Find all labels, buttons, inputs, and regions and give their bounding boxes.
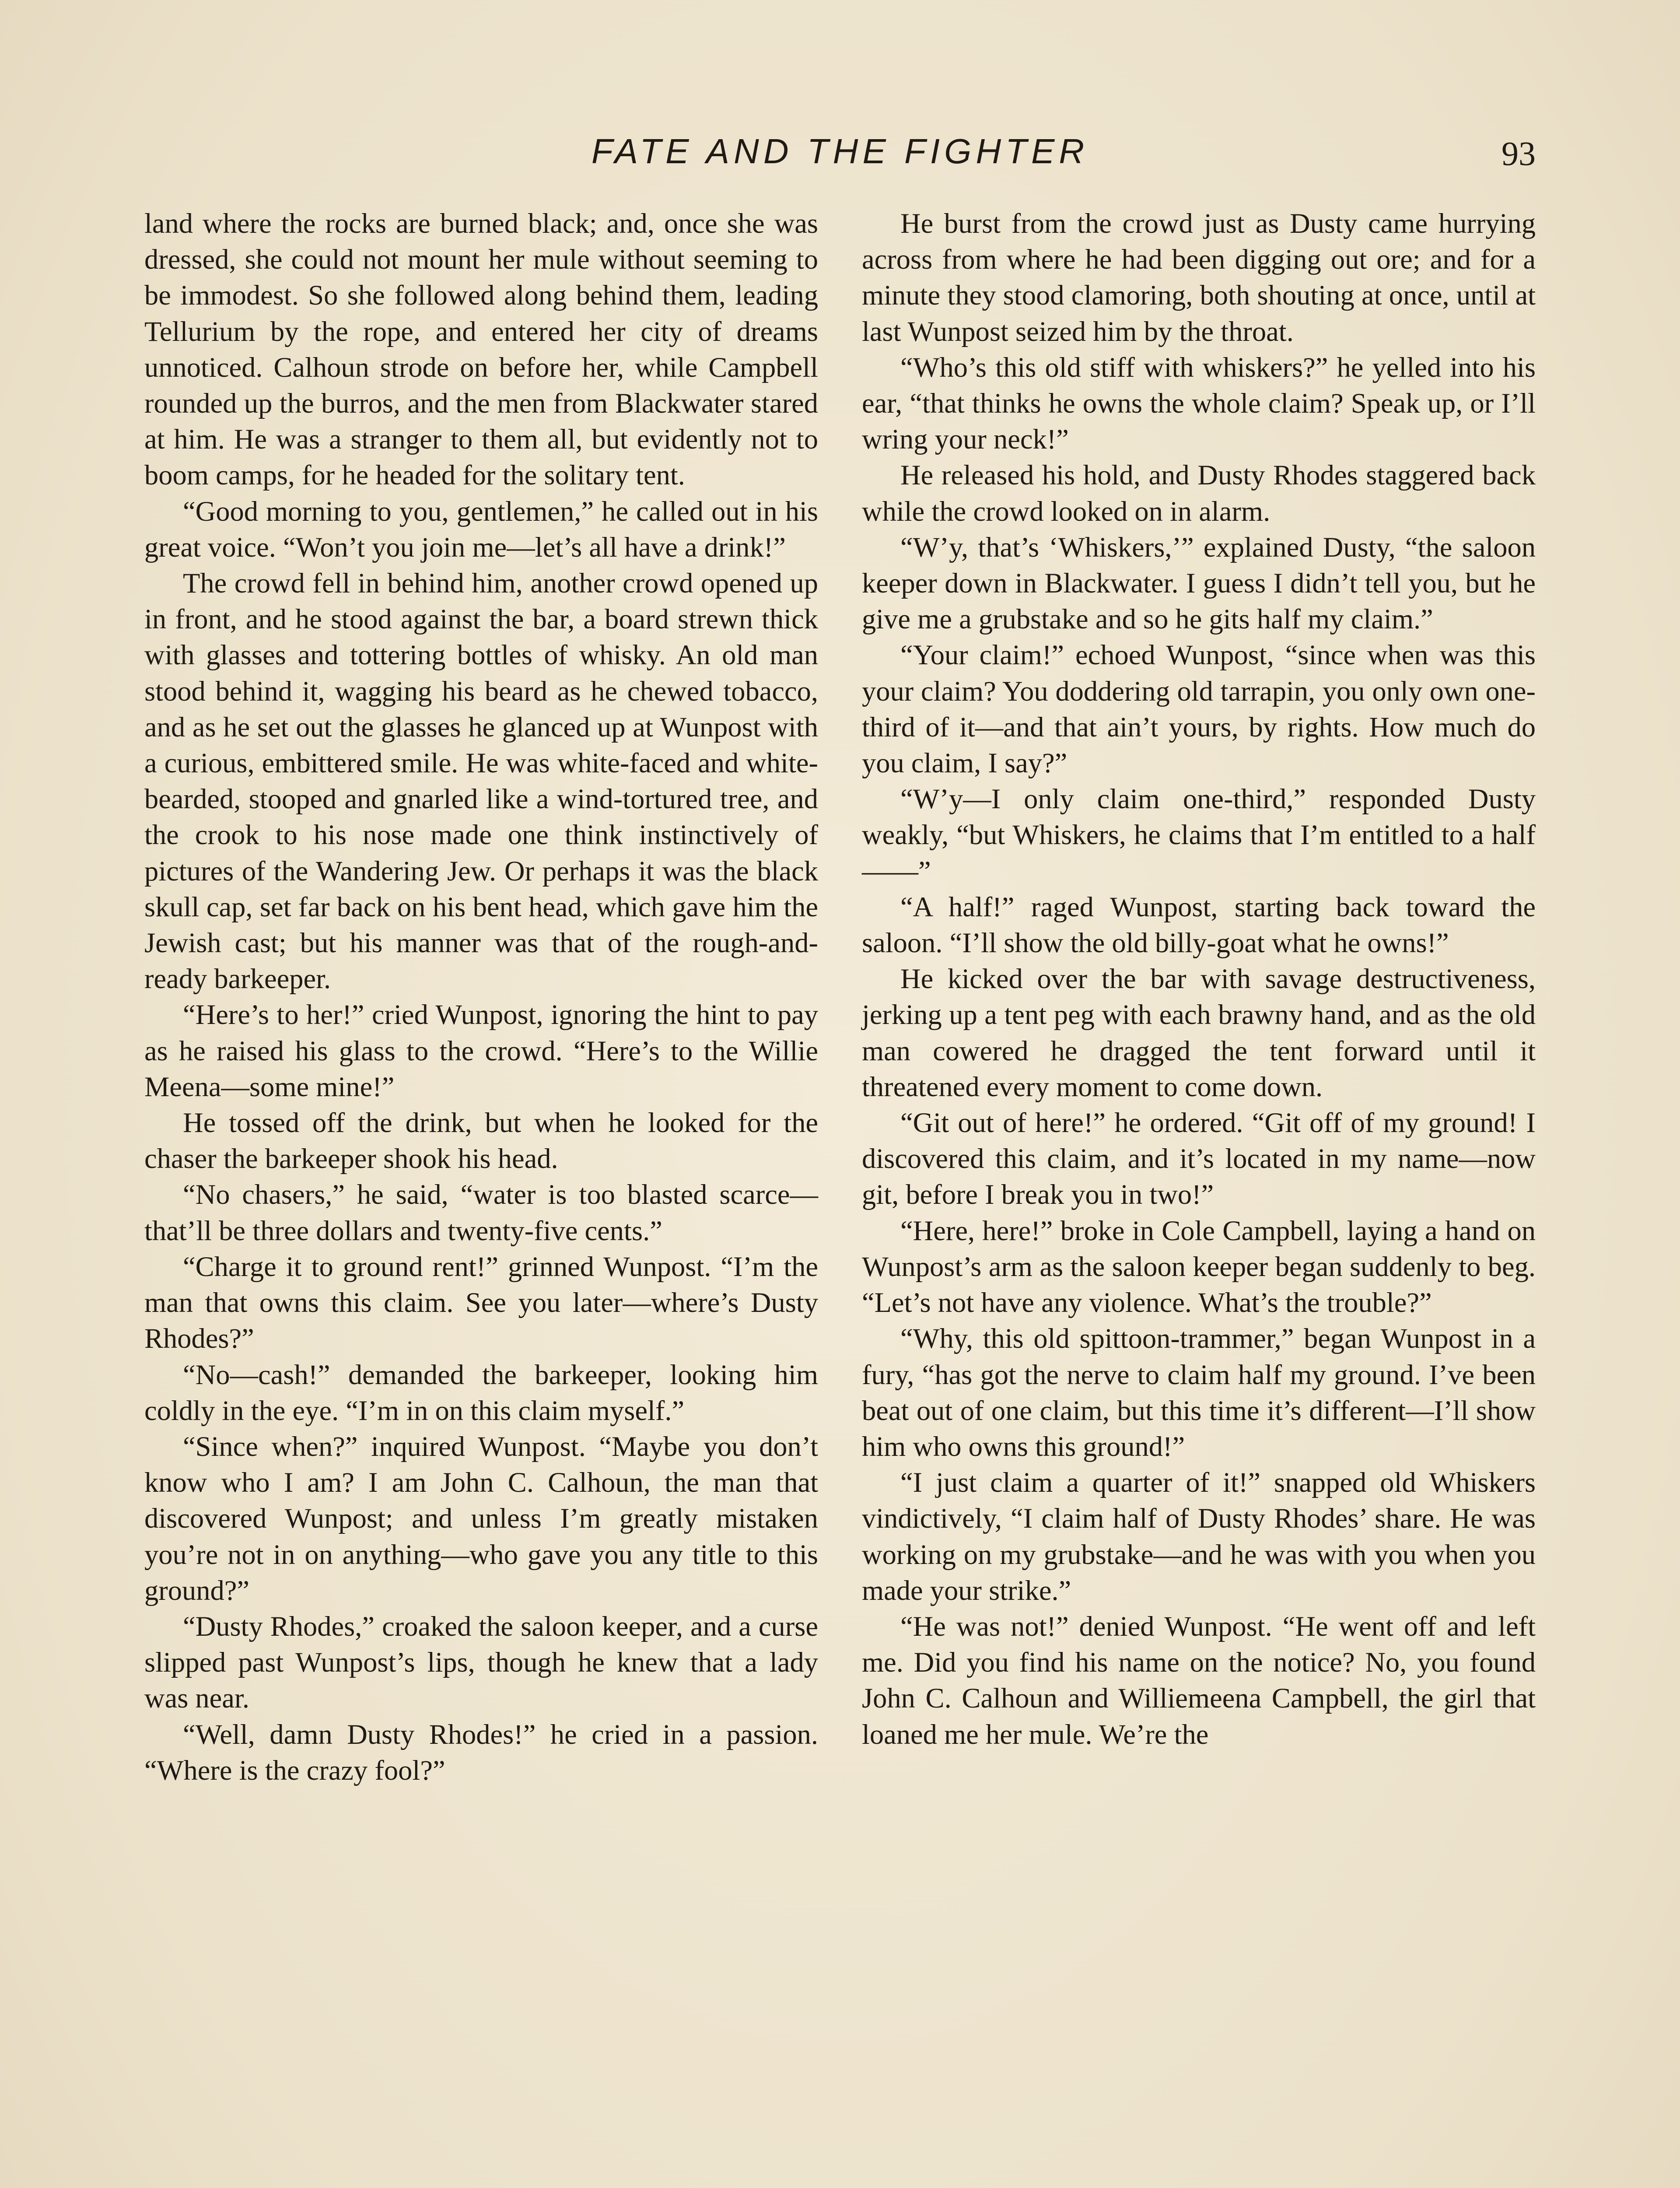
left-column — [144, 206, 818, 2188]
text-columns — [144, 206, 1536, 2188]
paragraph: “Charge it to ground rent!” grinned Wunpost. “I’m the man that owns this claim. See you later—where’s Dusty Rhodes?” — [144, 1251, 818, 1354]
paragraph: “Dusty Rhodes,” croaked the saloon keeper, and a curse slipped past Wunpost’s lips, though he knew that a lady was near. — [144, 1610, 818, 1714]
page-number: 93 — [1502, 134, 1536, 172]
paragraph: “No—cash!” demanded the barkeeper, looking him coldly in the eye. “I’m in on this claim myself.” — [144, 1359, 818, 1426]
paragraph: “Here’s to her!” cried Wunpost, ignoring the hint to pay as he raised his glass to the crowd. “Here’s to the Willie Meena—some mine!” — [144, 999, 818, 1102]
page-header — [144, 131, 1536, 179]
running-title: FATE AND THE FIGHTER — [591, 132, 1089, 171]
paragraph: “Who’s this old stiff with whiskers?” he yelled into his ear, “that thinks he owns the whole claim? Speak up, or I’ll wring your neck!” — [862, 351, 1536, 455]
paragraph: “Since when?” inquired Wunpost. “Maybe you don’t know who I am? I am John C. Calhoun, the man that discovered Wunpost; and unless I’m greatly mistaken you’re not in on anything—who gave you any title to this ground?” — [144, 1431, 818, 1606]
paragraph: He kicked over the bar with savage destructiveness, jerking up a tent peg with each brawny hand, and as the old man cowered he dragged the tent forward until it threatened every moment to come down. — [862, 963, 1536, 1102]
paragraph: The crowd fell in behind him, another crowd opened up in front, and he stood against the bar, a board strewn thick with glasses and tottering bottles of whisky. An old man stood behind it, wagging his beard as he chewed tobacco, and as he set out the glasses he glanced up at Wunpost with a curious, embittered smile. He was white-faced and white-bearded, stooped and gnarled like a wind-tortured tree, and the crook to his nose made one think instinctively of pictures of the Wandering Jew. Or perhaps it was the black skull cap, set far back on his bent head, which gave him the Jewish cast; but his manner was that of the rough-and-ready barkeeper. — [144, 568, 818, 995]
paragraph: He tossed off the drink, but when he looked for the chaser the barkeeper shook his head. — [144, 1107, 818, 1175]
paragraph: “Your claim!” echoed Wunpost, “since when was this your claim? You doddering old tarrapin, you only own one-third of it—and that ain’t yours, by rights. How much do you claim, I say?” — [862, 639, 1536, 779]
paragraph: “I just claim a quarter of it!” snapped old Whiskers vindictively, “I claim half of Dusty Rhodes’ share. He was working on my grubstake—and he was with you when you made your strike.” — [862, 1467, 1536, 1606]
paragraph: “W’y, that’s ‘Whiskers,’” explained Dusty, “the saloon keeper down in Blackwater. I guess I didn’t tell you, but he give me a grubstake and so he gits half my claim.” — [862, 531, 1536, 635]
paragraph: land where the rocks are burned black; and, once she was dressed, she could not mount her mule without seeming to be immodest. So she followed along behind them, leading Tellurium by the rope, and entered her city of dreams unnoticed. Calhoun strode on before her, while Campbell rounded up the burros, and the men from Blackwater stared at him. He was a stranger to them all, but evidently not to boom camps, for he headed for the solitary tent. — [144, 208, 818, 491]
paragraph: “A half!” raged Wunpost, starting back toward the saloon. “I’ll show the old billy-goat what he owns!” — [862, 891, 1536, 959]
right-column — [862, 206, 1536, 2188]
paragraph: “W’y—I only claim one-third,” responded Dusty weakly, “but Whiskers, he claims that I’m entitled to a half——” — [862, 783, 1536, 887]
paragraph: He released his hold, and Dusty Rhodes staggered back while the crowd looked on in alarm. — [862, 459, 1536, 527]
paragraph: “Good morning to you, gentlemen,” he called out in his great voice. “Won’t you join me—let’s all have a drink!” — [144, 495, 818, 563]
paragraph: “No chasers,” he said, “water is too blasted scarce—that’ll be three dollars and twenty-five cents.” — [144, 1179, 818, 1246]
paragraph: He burst from the crowd just as Dusty came hurrying across from where he had been digging out ore; and for a minute they stood clamoring, both shouting at once, until at last Wunpost seized him by the throat. — [862, 208, 1536, 347]
paragraph: “Here, here!” broke in Cole Campbell, laying a hand on Wunpost’s arm as the saloon keeper began suddenly to beg. “Let’s not have any violence. What’s the trouble?” — [862, 1215, 1536, 1318]
paragraph: “Git out of here!” he ordered. “Git off of my ground! I discovered this claim, and it’s located in my name—now git, before I break you in two!” — [862, 1107, 1536, 1210]
paragraph: “Why, this old spittoon-trammer,” began Wunpost in a fury, “has got the nerve to claim half my ground. I’ve been beat out of one claim, but this time it’s different—I’ll show him who owns this ground!” — [862, 1323, 1536, 1462]
paragraph: “He was not!” denied Wunpost. “He went off and left me. Did you find his name on the notice? No, you found John C. Calhoun and Williemeena Campbell, the girl that loaned me her mule. We’re the — [862, 1610, 1536, 1750]
paragraph: “Well, damn Dusty Rhodes!” he cried in a passion. “Where is the crazy fool?” — [144, 1718, 818, 1786]
